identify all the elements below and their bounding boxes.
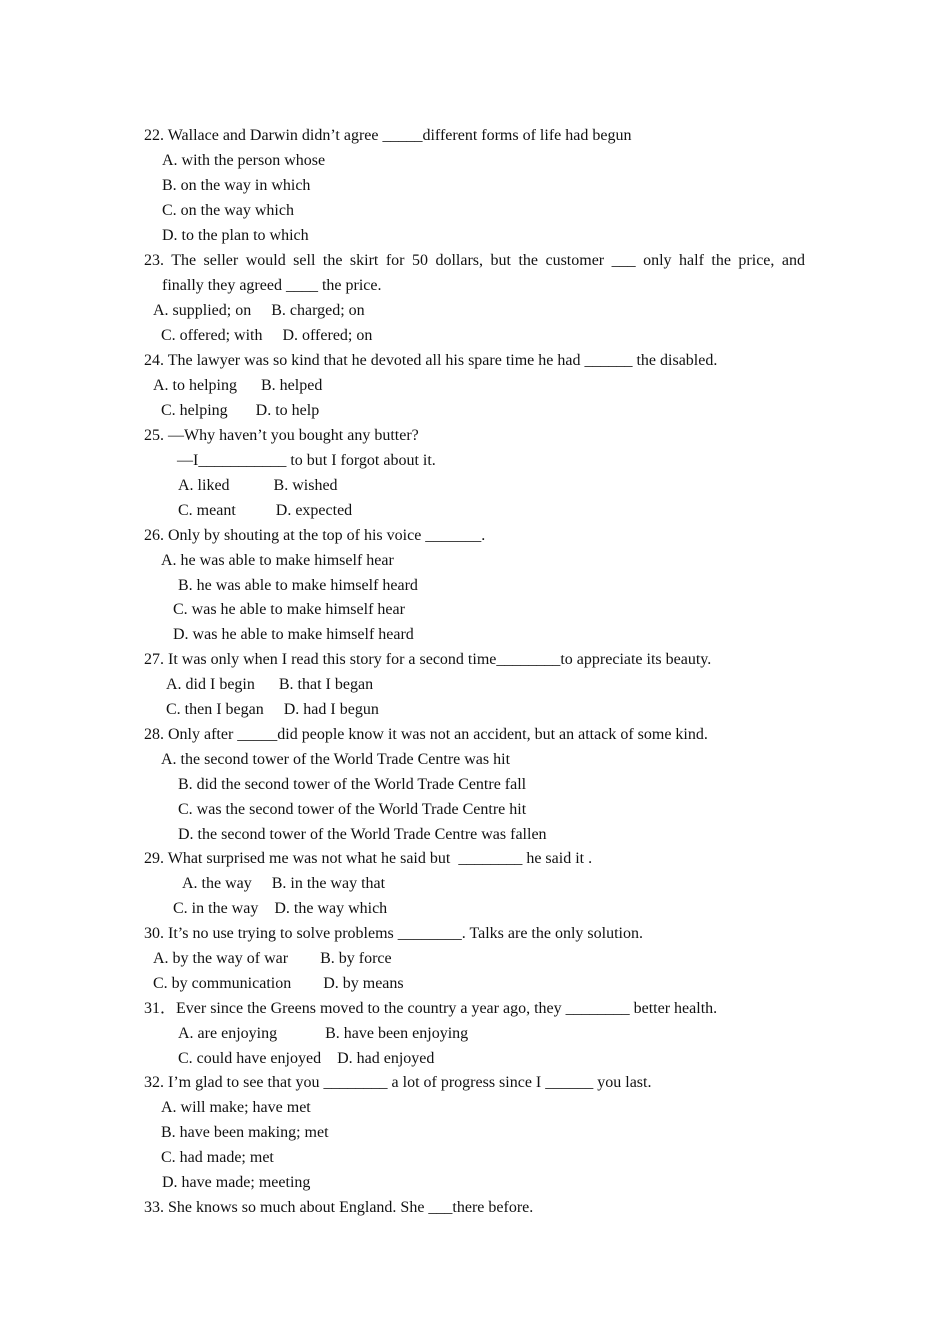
q26-option-b: B. he was able to make himself heard <box>178 577 418 594</box>
question-28: 28. Only after _____did people know it was not an accident, but an attack of some kind. <box>144 726 708 743</box>
q30-options-ab: A. by the way of war B. by force <box>153 950 392 967</box>
q24-options-ab: A. to helping B. helped <box>153 377 323 394</box>
q29-options-cd: C. in the way D. the way which <box>173 900 388 917</box>
question-27: 27. It was only when I read this story for a second time________to appreciate its beauty. <box>144 651 712 668</box>
question-26: 26. Only by shouting at the top of his voice _______. <box>144 527 486 544</box>
question-23-continued: finally they agreed ____ the price. <box>162 277 382 294</box>
q32-option-a: A. will make; have met <box>161 1099 311 1116</box>
question-22: 22. Wallace and Darwin didn’t agree _____different forms of life had begun <box>144 127 632 144</box>
q22-option-a: A. with the person whose <box>162 152 326 169</box>
question-31: 31．Ever since the Greens moved to the country a year ago, they ________ better health. <box>144 1000 718 1017</box>
q28-option-b: B. did the second tower of the World Trade Centre fall <box>178 776 527 793</box>
q27-options-ab: A. did I begin B. that I began <box>166 676 374 693</box>
question-30: 30. It’s no use trying to solve problems ________. Talks are the only solution. <box>144 925 643 942</box>
q25-options-ab: A. liked B. wished <box>178 477 338 494</box>
q22-option-d: D. to the plan to which <box>162 227 309 244</box>
q25-options-cd: C. meant D. expected <box>178 502 353 519</box>
q26-option-a: A. he was able to make himself hear <box>161 552 394 569</box>
question-29: 29. What surprised me was not what he said but ________ he said it . <box>144 850 593 867</box>
q32-option-d: D. have made; meeting <box>162 1174 311 1191</box>
question-23: 23. The seller would sell the skirt for 50 dollars, but the customer ___ only half the price, and <box>144 252 805 269</box>
q22-option-b: B. on the way in which <box>162 177 311 194</box>
question-24: 24. The lawyer was so kind that he devoted all his spare time he had ______ the disabled. <box>144 352 718 369</box>
q23-options-cd: C. offered; with D. offered; on <box>161 327 373 344</box>
q32-option-c: C. had made; met <box>161 1149 274 1166</box>
question-32: 32. I’m glad to see that you ________ a lot of progress since I ______ you last. <box>144 1074 652 1091</box>
q26-option-c: C. was he able to make himself hear <box>173 601 405 618</box>
q28-option-a: A. the second tower of the World Trade Centre was hit <box>161 751 511 768</box>
q29-options-ab: A. the way B. in the way that <box>182 875 386 892</box>
q26-option-d: D. was he able to make himself heard <box>173 626 414 643</box>
q24-options-cd: C. helping D. to help <box>161 402 320 419</box>
q28-option-d: D. the second tower of the World Trade Centre was fallen <box>178 826 547 843</box>
q22-option-c: C. on the way which <box>162 202 294 219</box>
q32-option-b: B. have been making; met <box>161 1124 329 1141</box>
question-25-reply: —I___________ to but I forgot about it. <box>177 452 436 469</box>
q30-options-cd: C. by communication D. by means <box>153 975 404 992</box>
q28-option-c: C. was the second tower of the World Trade Centre hit <box>178 801 527 818</box>
q23-options-ab: A. supplied; on B. charged; on <box>153 302 365 319</box>
q27-options-cd: C. then I began D. had I begun <box>166 701 379 718</box>
q31-options-ab: A. are enjoying B. have been enjoying <box>178 1025 469 1042</box>
question-33: 33. She knows so much about England. She ___there before. <box>144 1199 534 1216</box>
q31-options-cd: C. could have enjoyed D. had enjoyed <box>178 1050 435 1067</box>
question-25: 25. —Why haven’t you bought any butter? <box>144 427 419 444</box>
